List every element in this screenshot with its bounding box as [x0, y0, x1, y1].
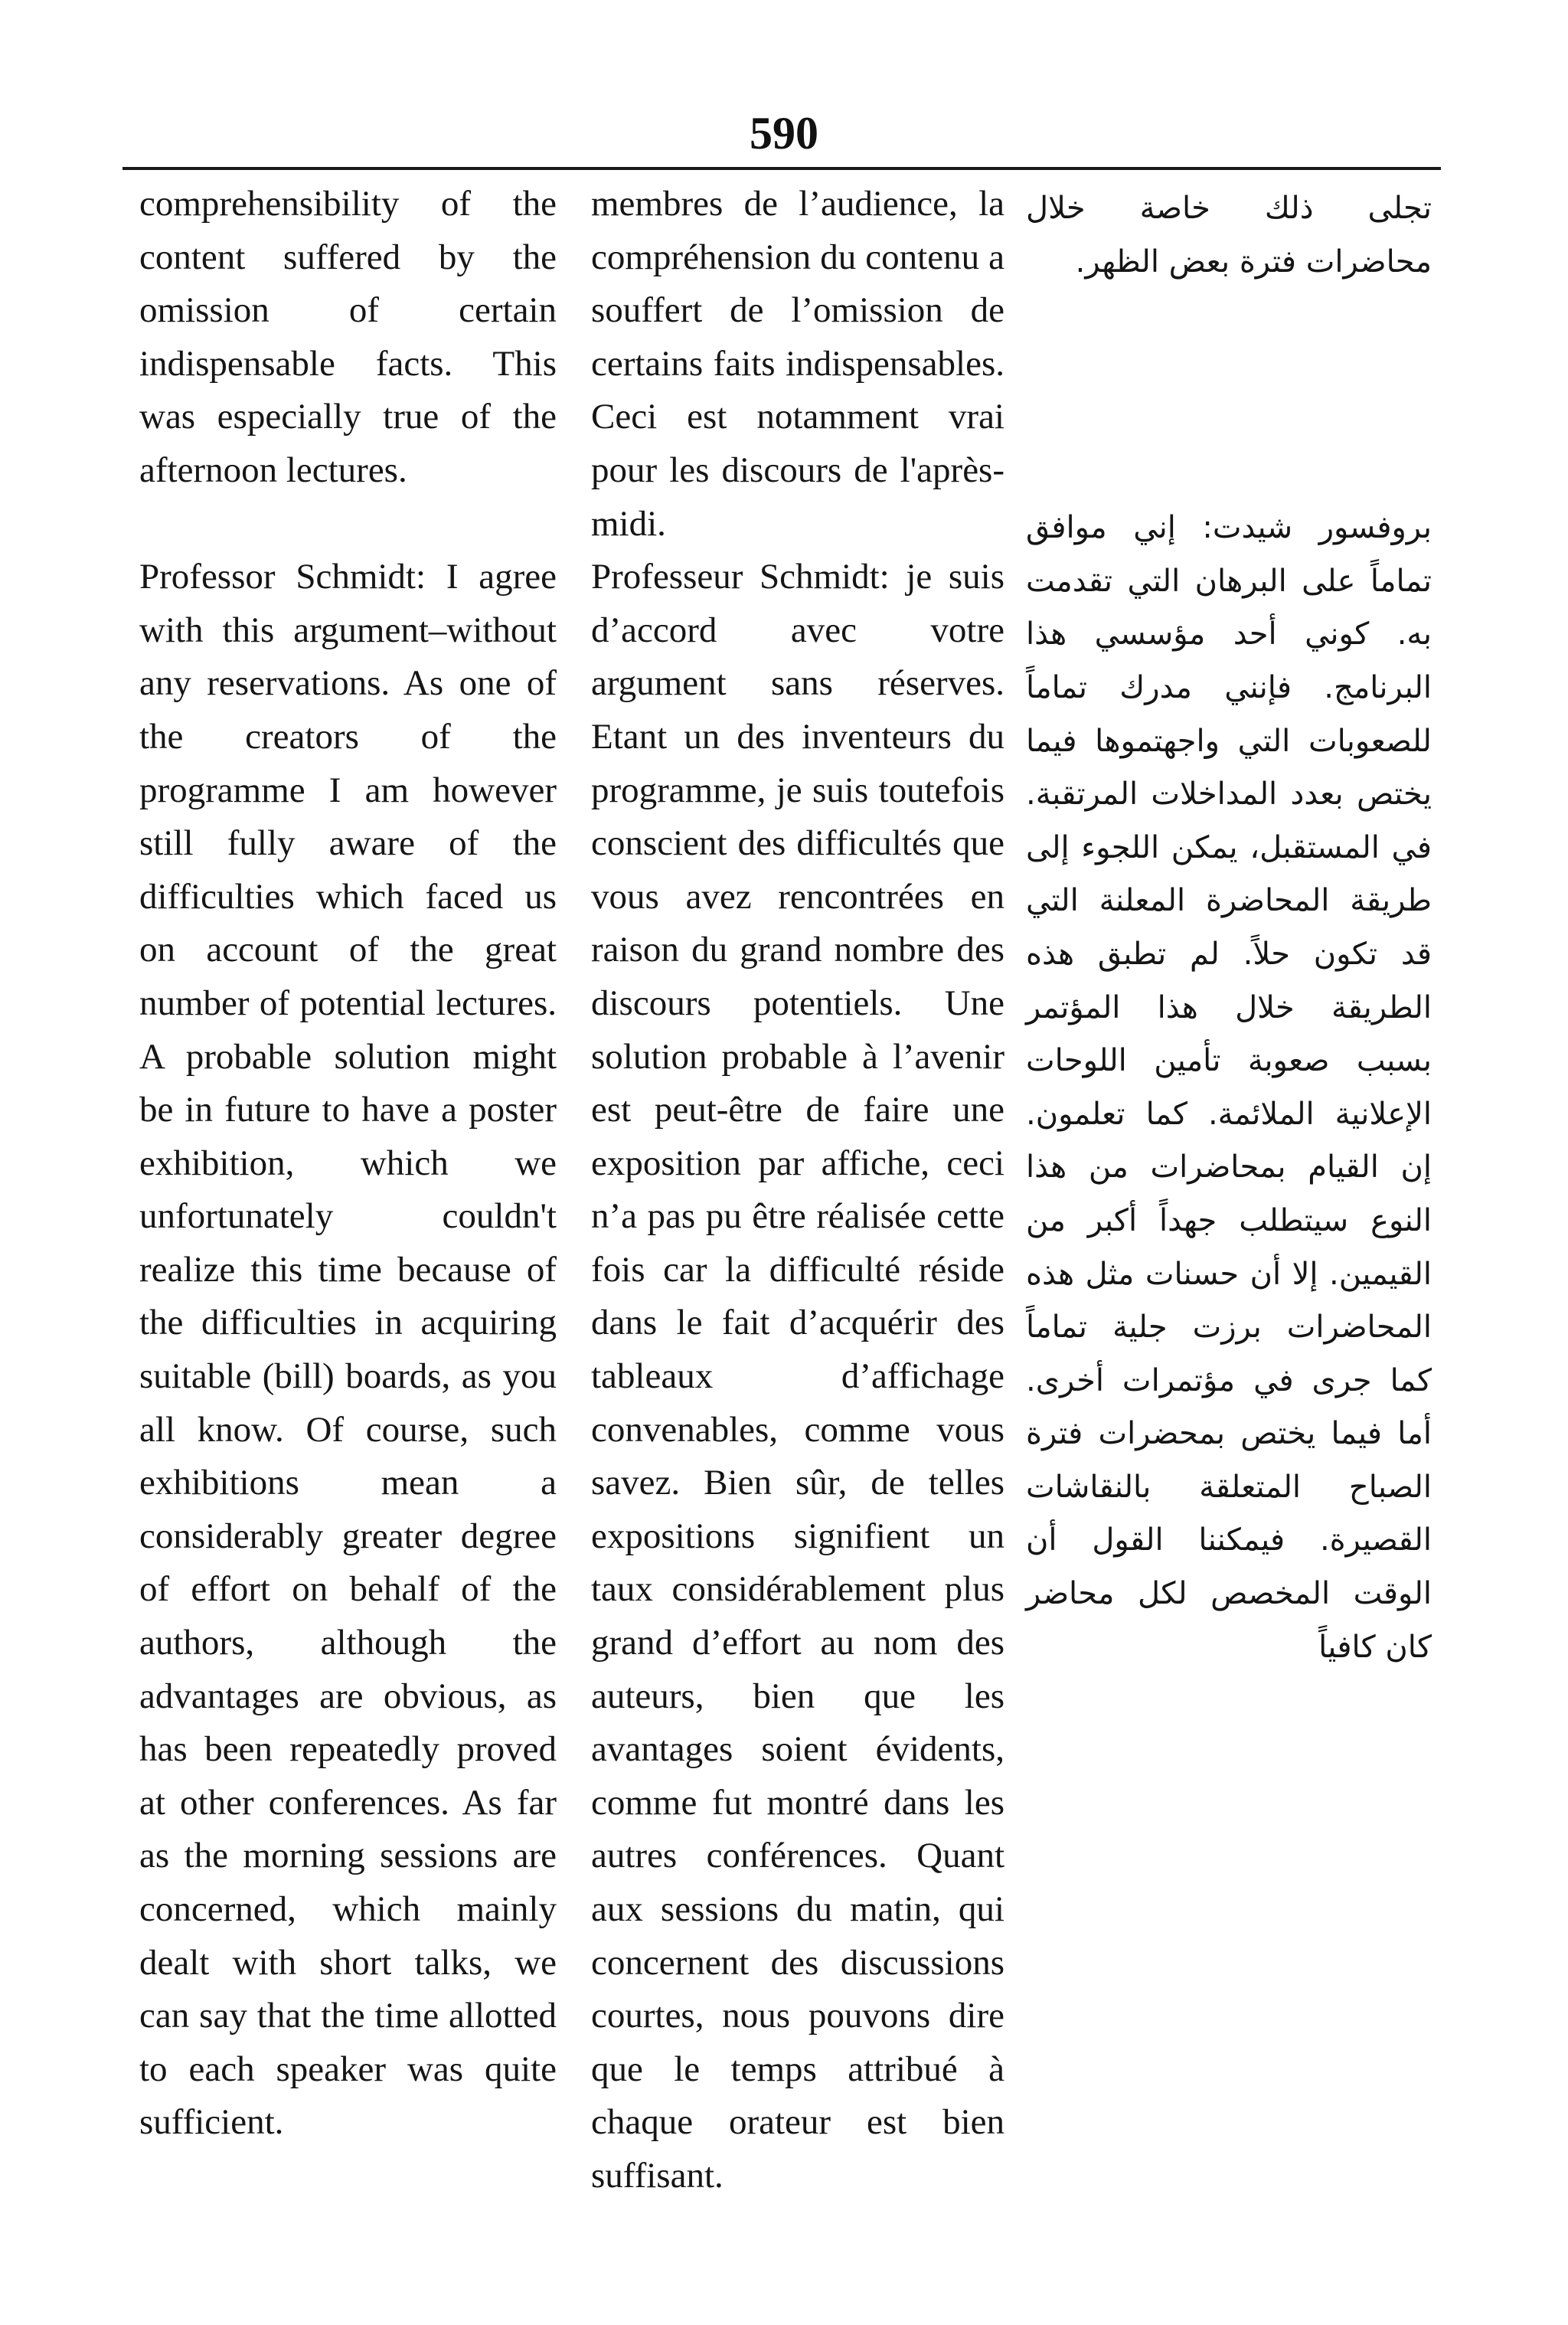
english-paragraph-2: Professor Schmidt: I agree with this argument–without any reservations. As one of the creators of the programme I am however still fully aware of the difficulties which faced us on account of the great number of potential lectures. A probable solution might be in future to have a poster exhibition, which we unfortunately couldn't realize this time because of the difficulties in acquiring suitable (bill) boards, as you all know. Of course, such exhibitions mean a considerably greater degree of effort on behalf of the authors, although the advantages are obvious, as has been repeatedly proved at other conferences. As far as the morning sessions are concerned, which mainly dealt with short talks, we can say that the time allotted to each speaker was quite sufficient. — [139, 557, 557, 2143]
header-rule — [122, 167, 1441, 170]
french-column — [591, 178, 1004, 2203]
arabic-column — [1026, 182, 1432, 1674]
paragraph-gap — [139, 498, 557, 551]
french-paragraph-2: Professeur Schmidt: je suis d’accord avec votre argument sans réserves. Etant un des inventeurs du programme, je suis toutefois conscient des difficultés que vous avez rencontrées en raison du grand nombre des discours potentiels. Une solution probable à l’avenir est peut-être de faire une exposition par affiche, ceci n’a pas pu être réalisée cette fois car la difficulté réside dans le fait d’acquérir des tableaux d’affichage convenables, comme vous savez. Bien sûr, de telles expositions signifient un taux considérablement plus grand d’effort au nom des auteurs, bien que les avantages soient évidents, comme fut montré dans les autres conférences. Quant aux sessions du matin, qui concernent des discussions courtes, nous pouvons dire que le temps attribué à chaque orateur est bien suffisant. — [591, 557, 1004, 2196]
english-paragraph-1: comprehensibility of the content suffered by the omission of certain indispensable facts. This was especially true of the afternoon lectures. — [139, 184, 557, 490]
english-column — [139, 178, 557, 2150]
arabic-paragraph-2: بروفسور شيدت: إني موافق تماماً على البرهان التي تقدمت به. كوني أحد مؤسسي هذا البرنامج. فإنني مدرك تماماً للصعوبات التي واجهتموها فيما يختص بعدد المداخلات المرتقبة. في المستقبل، يمكن اللجوء إلى طريقة المحاضرة المعلنة التي قد تكون حلاً. لم تطبق هذه الطريقة خلال هذا المؤتمر بسبب صعوبة تأمين اللوحات الإعلانية الملائمة. كما تعلمون. إن القيام بمحاضرات من هذا النوع سيتطلب جهداً أكبر من القيمين. إلا أن حسنات مثل هذه المحاضرات برزت جلية تماماً كما جرى في مؤتمرات أخرى. أما فيما يختص بمحضرات فترة الصباح المتعلقة بالنقاشات القصيرة. فيمكننا القول أن الوقت المخصص لكل محاضر كان كافياً — [1026, 510, 1432, 1665]
paragraph-gap — [1026, 289, 1432, 502]
arabic-paragraph-1: تجلى ذلك خاصة خلال محاضرات فترة بعض الظهر. — [1026, 191, 1432, 280]
french-paragraph-1: membres de l’audience, la compréhension du contenu a souffert de l’omission de certains faits indispensables. Ceci est notamment vrai pour les discours de l'après-midi. — [591, 184, 1004, 544]
page-number: 590 — [750, 108, 818, 159]
